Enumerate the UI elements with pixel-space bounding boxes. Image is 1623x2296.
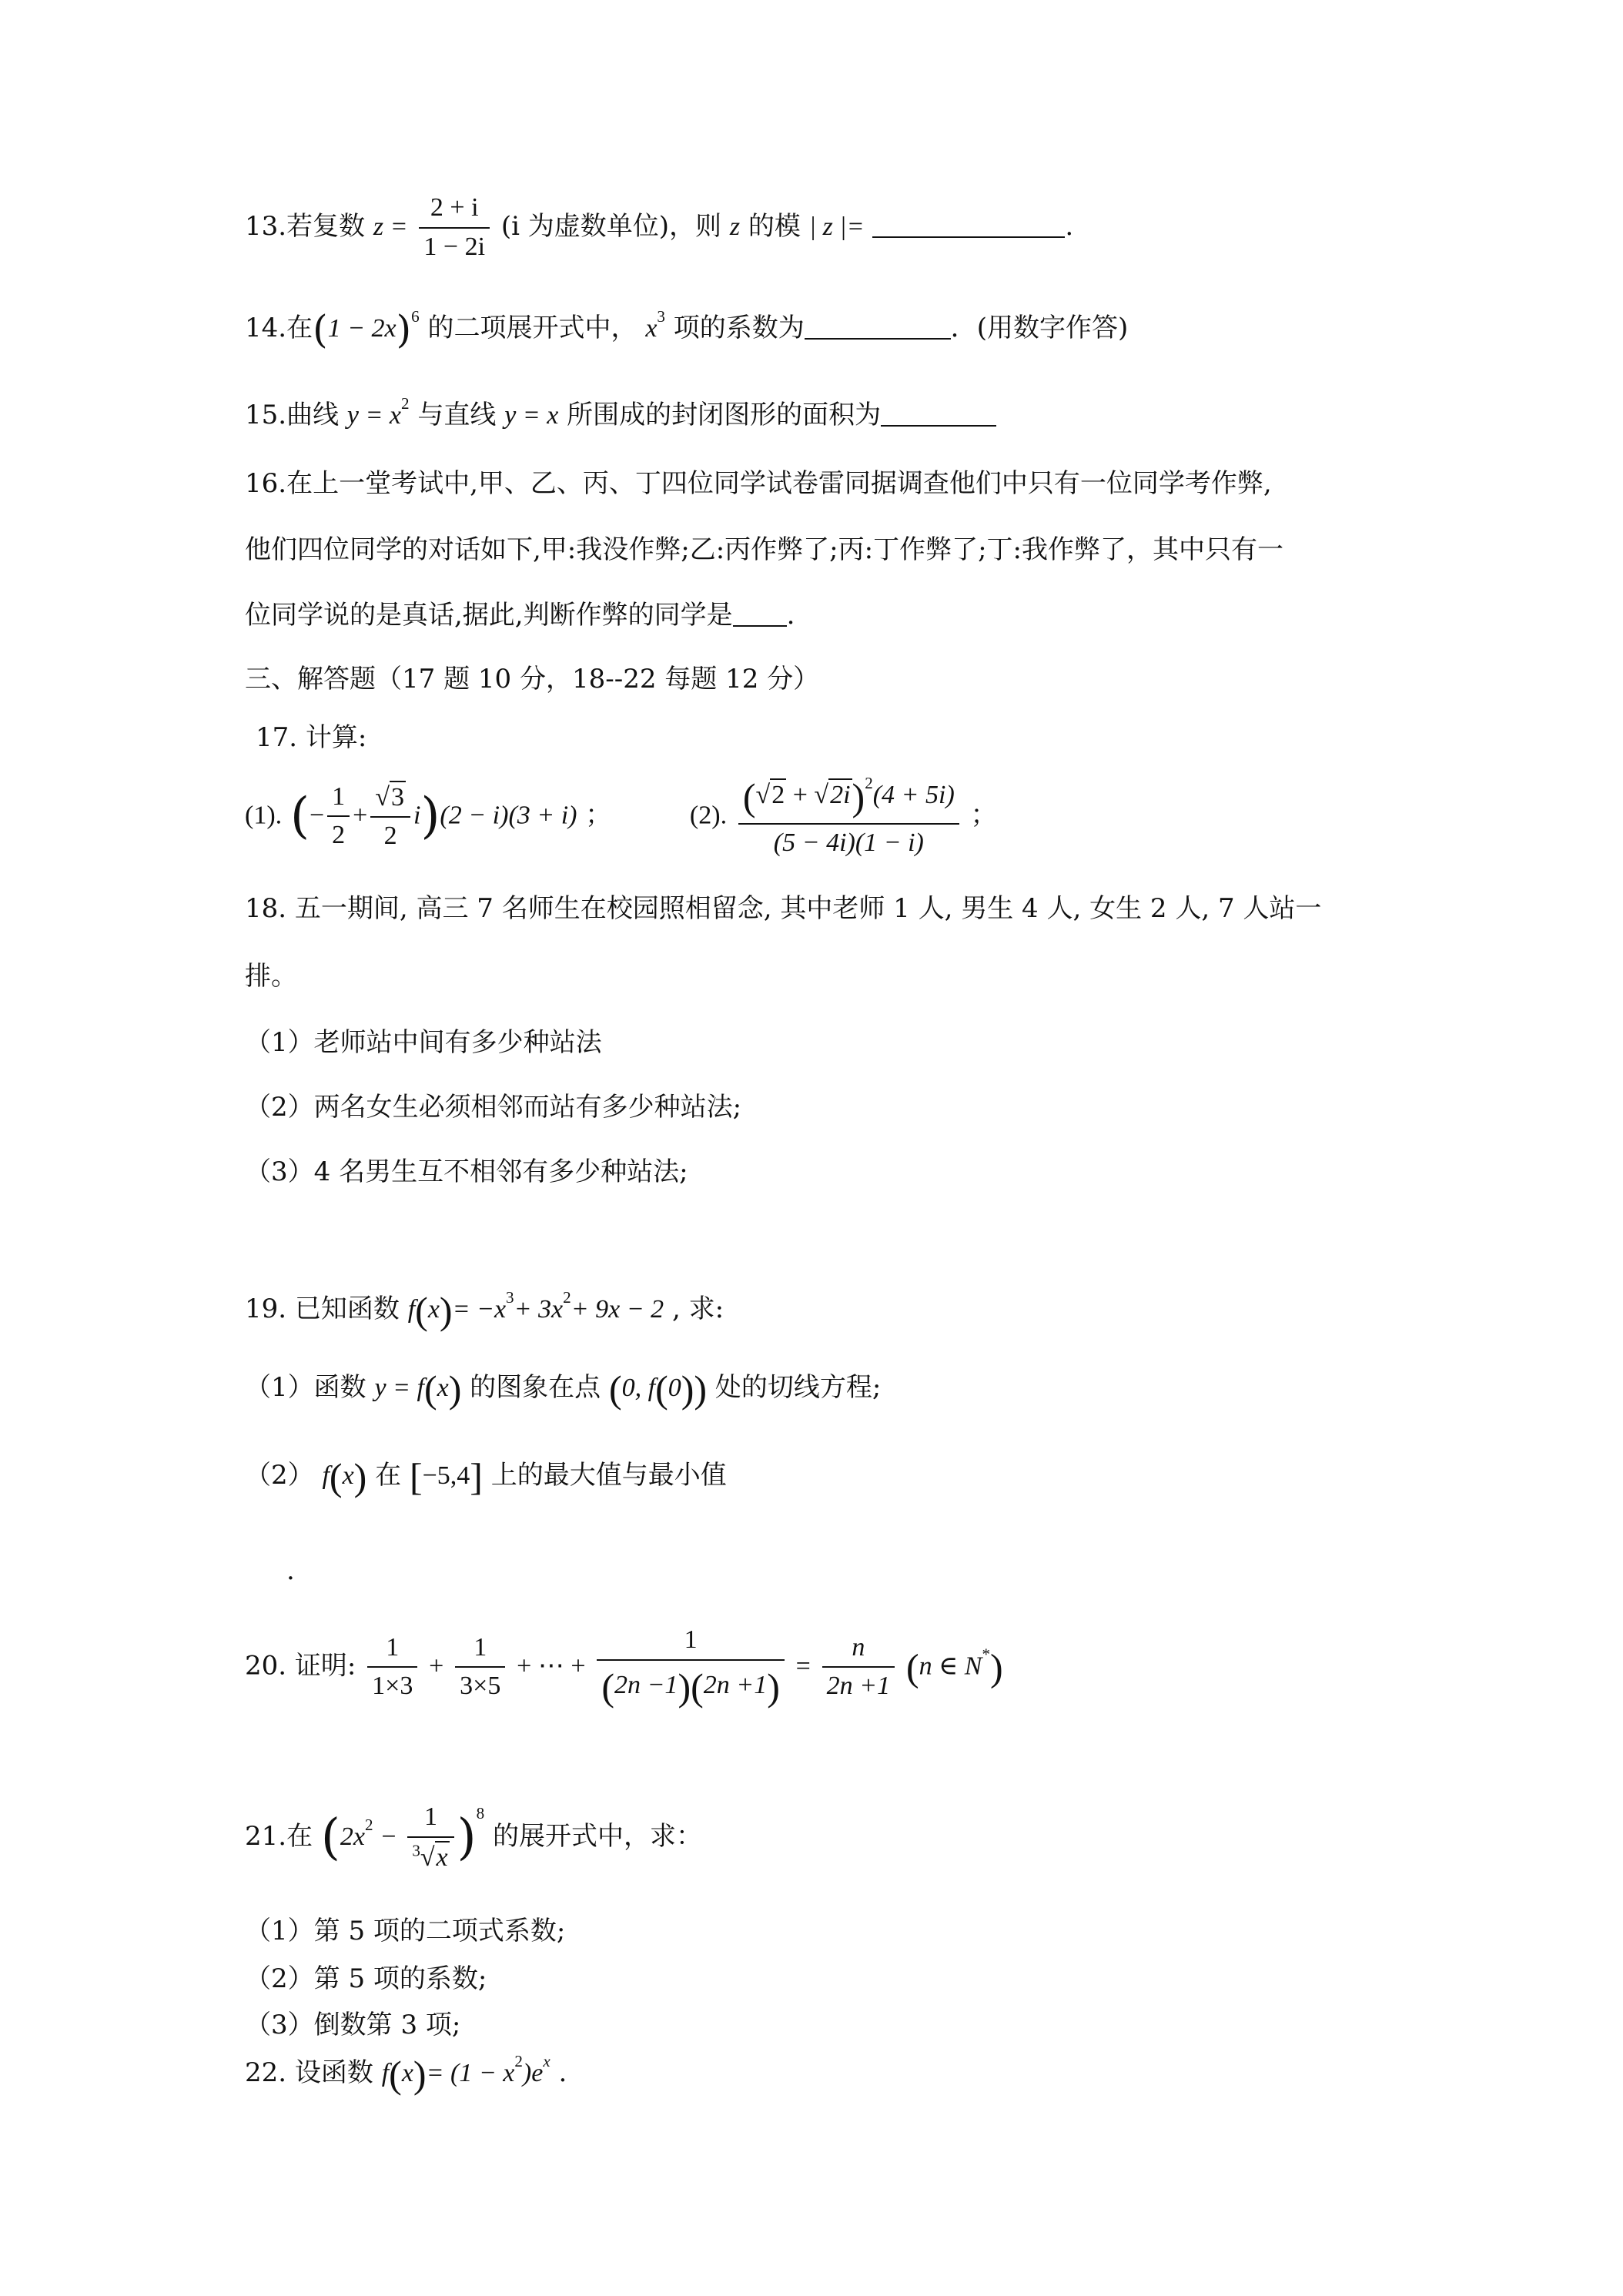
q17-sqrt2b: 2i: [828, 778, 852, 812]
q13-note: (i 为虚数单位)，则: [500, 210, 722, 242]
q14-x3-exp: 3: [657, 307, 665, 326]
q21-term1-exp: 2: [364, 1815, 373, 1834]
q13-denominator: 1 − 2i: [423, 232, 486, 261]
question-18-line-1: 18. 五一期间, 高三 7 名师生在校园照相留念, 其中老师 1 人, 男生 4 人, 女生 2 人, 7 人站一: [245, 893, 1322, 924]
q20-term-2: [455, 1632, 505, 1703]
question-19: 19. 已知函数 $f(x)= -x^3+ 3x^2+ 9x - 2$ , 求:: [245, 1288, 724, 1332]
q17-i: i: [413, 801, 421, 830]
q14-mid: 的二项展开式中，: [427, 313, 637, 343]
q15-suffix: 所围成的封闭图形的面积为: [567, 400, 882, 430]
question-21-sub-1: （1）第 5 项的二项式系数;: [245, 1916, 566, 1946]
q17-part1-label: (1).: [245, 801, 283, 830]
q14-expr: 1 − 2x: [327, 314, 397, 343]
q17-half-den: 2: [332, 821, 346, 850]
q20-t2-num: 1: [455, 1632, 505, 1668]
question-21-sub-3: （3）倒数第 3 项;: [245, 2010, 461, 2040]
q20-rhs-den: 2n +1: [826, 1672, 891, 1701]
q13-end: .: [1065, 210, 1074, 242]
q22-prefix: 22. 设函数: [245, 2057, 373, 2088]
q19-s2-interval: −5,4: [422, 1461, 470, 1490]
question-19-dot: .: [286, 1555, 295, 1586]
q19-suffix: , 求:: [671, 1294, 724, 1324]
q17-part2-fraction: $\frac{(√2 + √2i)^2(4 + 5i)}{(5 - 4i)(1 - i)}$: [738, 774, 959, 859]
q19-eq: = −x: [452, 1295, 507, 1324]
q19-s1-label: （1）函数: [245, 1372, 366, 1403]
q20-rhs: [822, 1632, 895, 1703]
q16-line-3-text: 位同学说的是真话,据此,判断作弊的同学是: [245, 600, 733, 631]
q19-rest: + 9x − 2: [571, 1295, 664, 1324]
q14-exp: 6: [411, 307, 420, 326]
q20-term-1: [367, 1632, 417, 1703]
question-20: 20. 证明: $\frac{1}{1\times 3}$ + $\frac{1}{3\times 5}$ + ⋯ + $\frac{1}{(2n -1)(2n +1)}$ = $\frac{n}{2n +1}$ (n ∈ N*): [245, 1625, 1003, 1709]
q17-plus: +: [353, 801, 368, 830]
question-16-line-1: 16.在上一堂考试中,甲、乙、丙、丁四位同学试卷雷同据调查他们中只有一位同学考作弊,: [245, 468, 1272, 499]
q17-p2-exp: 2: [865, 773, 873, 792]
q15-answer-blank: [881, 399, 996, 427]
question-14: 14.在$(1 - 2x)^6$ 的二项展开式中， $x^3$ 项的系数为 ．(用数字作答): [245, 307, 1129, 352]
q21-root-index: 3: [412, 1841, 420, 1860]
q22-rest: )e: [522, 2059, 544, 2087]
q22-x: x: [401, 2059, 413, 2087]
section-3-heading: 三、解答题（17 题 10 分，18--22 每题 12 分）: [245, 664, 820, 694]
q17-sqrt2a: 2: [770, 778, 786, 812]
question-16-line-2: 他们四位同学的对话如下,甲:我没作弊;乙:丙作弊了;丙:丁作弊了;丁:我作弊了，其中只有一: [245, 534, 1283, 565]
q20-cond: n ∈ N: [919, 1652, 982, 1681]
q20-term-n: $\frac{1}{(2n -1)(2n +1)}$: [597, 1625, 785, 1710]
q17-den2: 2: [383, 822, 397, 851]
q19-s1-pt-a: 0, f: [621, 1374, 656, 1402]
q17-p2-plus: +: [792, 780, 808, 809]
q19-s2-label: （2）: [245, 1460, 314, 1491]
q17-part1-end: ；: [585, 799, 612, 831]
q19-s2-at: 在: [375, 1460, 402, 1491]
q17-part2-end: ；: [970, 799, 997, 831]
q19-s1-mid: 的图象在点: [470, 1372, 601, 1403]
question-15: [245, 394, 996, 432]
q13-z-eq: z =: [373, 212, 408, 241]
question-17-parts: (1). (− $\frac{1}{2}$ + $\frac{√3}{2}$ i)(2 − i)(3 + i) ； (2). $\frac{(√2 + √2i)^2(4 + 5i)}{(5 - 4i)(1 - i)}$ ；: [245, 774, 997, 859]
q20-t3-den-b: 2n +1: [703, 1670, 768, 1699]
q19-s2-f: f: [322, 1461, 330, 1490]
q14-end: ．(用数字作答): [950, 313, 1129, 343]
q21-num: 1: [407, 1802, 453, 1838]
q19-s1-fn: y = f: [374, 1374, 424, 1402]
question-21: 21.在 ($2x^2$ − $\frac{1}{^3√x}$ )$^8$ 的展开式中，求：: [245, 1802, 702, 1874]
q19-s2-end: 上的最大值与最小值: [490, 1460, 727, 1491]
q13-mod-text: 的模: [748, 210, 801, 242]
q20-t1-num: 1: [367, 1632, 417, 1668]
q19-prefix: 19. 已知函数: [245, 1294, 400, 1324]
q19-s2-x: x: [342, 1461, 354, 1490]
q13-answer-blank: [872, 210, 1065, 238]
q17-p2-den: (5 − 4i)(1 − i): [773, 828, 924, 857]
q20-t1-den: 1×3: [372, 1672, 413, 1701]
question-22: 22. 设函数 $f(x)= (1 - x^2)e^x$ .: [245, 2052, 567, 2096]
q14-answer-blank: [805, 312, 951, 340]
q17-part1-rest: (2 − i)(3 + i): [440, 801, 577, 830]
question-13: [245, 192, 1073, 263]
q20-rhs-num: n: [822, 1632, 895, 1668]
q13-fraction: [419, 192, 490, 263]
q19-x: x: [427, 1295, 440, 1324]
q17-part2-label: (2).: [689, 801, 728, 830]
question-21-sub-2: （2）第 5 项的系数;: [245, 1963, 487, 1994]
q13-prefix: 13.若复数: [245, 210, 366, 242]
q21-minus: −: [381, 1822, 397, 1851]
q22-e-exp: x: [543, 2052, 550, 2071]
q20-t3-num: 1: [597, 1625, 785, 1661]
q19-exp1: 3: [506, 1288, 514, 1307]
q17-half: [327, 782, 350, 852]
q20-star: *: [982, 1645, 990, 1664]
q14-x3: x: [645, 314, 658, 343]
q19-exp2: 2: [563, 1288, 571, 1307]
question-18-sub-2: （2）两名女生必须相邻而站有多少种站法;: [245, 1092, 742, 1123]
q17-minus: −: [309, 801, 325, 830]
q19-mid1: + 3x: [514, 1295, 564, 1324]
q17-sqrt3-over-2: $\frac{√3}{2}$: [370, 781, 410, 853]
question-18-line-2: 排。: [245, 961, 297, 992]
q15-prefix: 15.曲线: [245, 400, 340, 430]
q22-end: .: [558, 2057, 567, 2088]
q14-suffix: 项的系数为: [673, 313, 805, 343]
q13-abs: | z |=: [808, 212, 865, 241]
q22-f: f: [381, 2059, 390, 2087]
question-19-sub-1: （1）函数 y = f(x) 的图象在点 (0, f(0)) 处的切线方程;: [245, 1367, 882, 1411]
q19-f: f: [407, 1295, 416, 1324]
q17-p2-num-rest: (4 + 5i): [872, 780, 955, 809]
q20-prefix: 20. 证明:: [245, 1650, 356, 1682]
q21-term1: 2x: [340, 1822, 365, 1851]
q15-curve-exp: 2: [401, 394, 410, 413]
q19-s1-pt-b: 0: [668, 1374, 681, 1402]
q20-t3-den-a: 2n −1: [614, 1670, 678, 1699]
q15-line: y = x: [504, 401, 559, 430]
q22-exp: 2: [514, 2052, 523, 2071]
q16-answer-blank: [733, 599, 787, 627]
q21-suffix: 的展开式中，求：: [492, 1820, 702, 1852]
question-16-line-3: [245, 599, 795, 631]
q19-s1-x: x: [437, 1374, 449, 1402]
q21-prefix: 21.在: [245, 1820, 313, 1852]
question-18-sub-3: （3）4 名男生互不相邻有多少种站法;: [245, 1156, 688, 1187]
q13-numerator: 2 + i: [419, 192, 490, 229]
question-17-title: 17. 计算:: [256, 722, 367, 753]
q19-s1-end: 处的切线方程;: [714, 1372, 882, 1403]
q15-curve: y = x: [346, 401, 402, 430]
q17-half-num: 1: [327, 782, 350, 818]
question-19-sub-2: （2） f(x) 在 [−5,4] 上的最大值与最小值: [245, 1455, 727, 1498]
q22-eq: = (1 − x: [426, 2059, 515, 2087]
q16-end: .: [786, 600, 795, 631]
q15-mid: 与直线: [417, 400, 497, 430]
q17-sqrt3: 3: [390, 781, 406, 814]
question-18-sub-1: （1）老师站中间有多少种站法: [245, 1027, 602, 1058]
q21-exp: 8: [476, 1804, 485, 1823]
q21-den-x: x: [435, 1841, 450, 1874]
q20-t2-den: 3×5: [460, 1672, 501, 1701]
q13-z: z: [729, 212, 741, 241]
q20-dots: + ⋯ +: [517, 1652, 586, 1681]
q14-prefix: 14.在: [245, 313, 313, 343]
q21-fraction: $\frac{1}{^3√x}$: [407, 1802, 453, 1874]
